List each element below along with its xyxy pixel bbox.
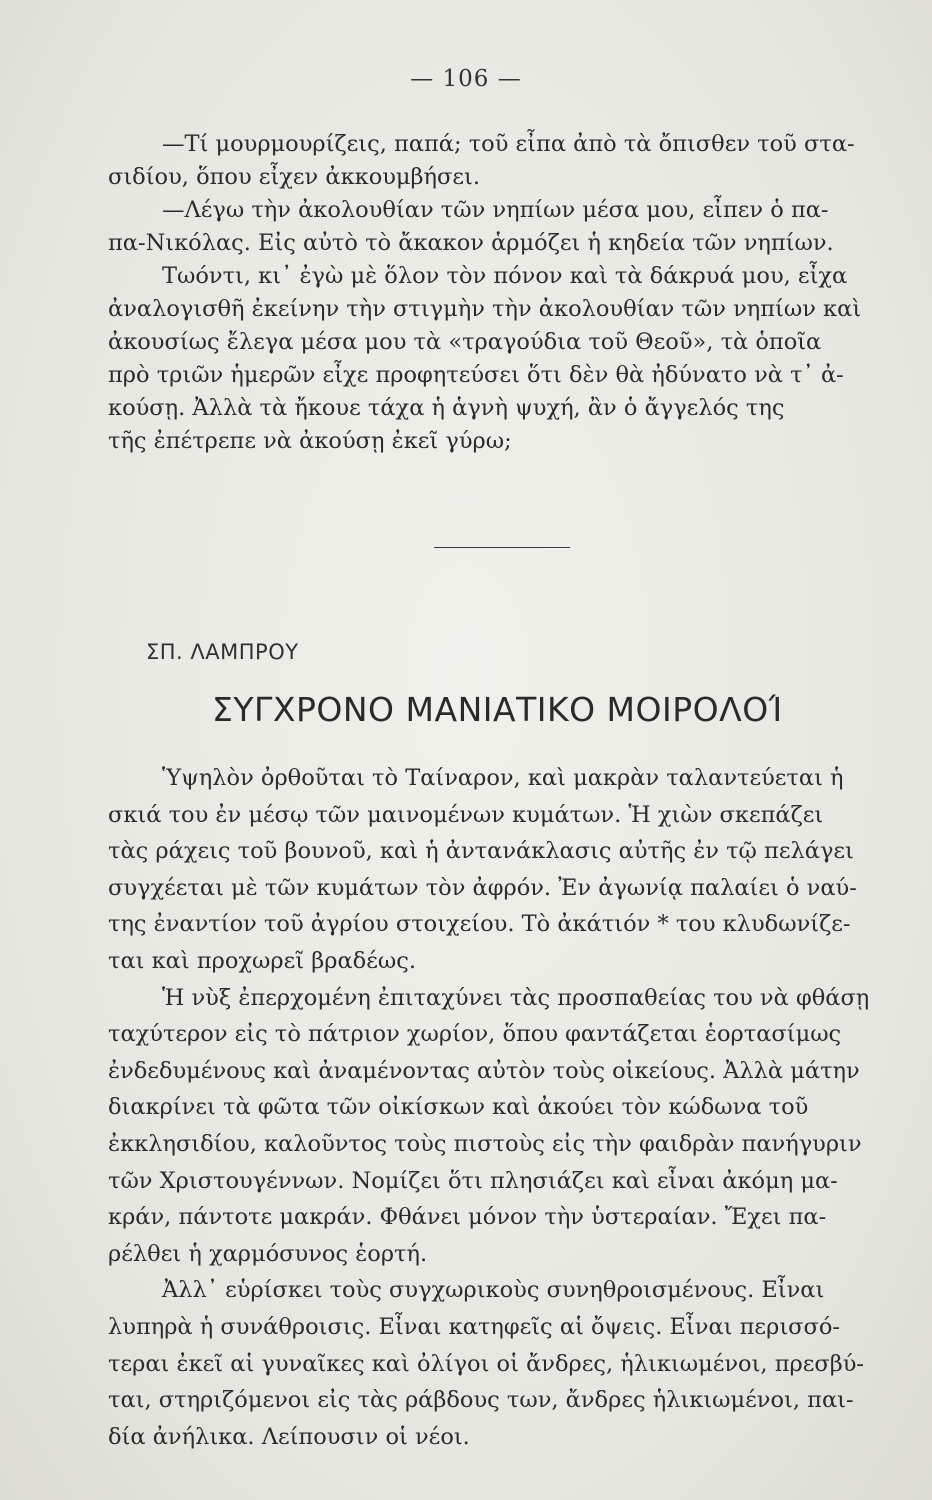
text-line: πα-Νικόλας. Εἰς αὐτὸ τὸ ἄκακον ἁρμόζει ἡ κηδεία τῶν νηπίων. — [108, 230, 834, 256]
text-line: ται, στηριζόμενοι εἰς τὰς ράβδους των, ἄνδρες ἡλικιωμένοι, παι- — [108, 1387, 854, 1414]
text-line: ταχύτερον εἰς τὸ πάτριον χωρίον, ὅπου φαντάζεται ἑορτασίμως — [108, 1021, 842, 1048]
text-line: ρέλθει ἡ χαρμόσυνος ἑορτή. — [108, 1240, 428, 1267]
section-divider — [434, 547, 570, 548]
text-line: ἐκκλησιδίου, καλοῦντος τοὺς πιστοὺς εἰς τὴν φαιδρὰν πανήγυριν — [108, 1130, 862, 1157]
text-line: —Τί μουρμουρίζεις, παπά; τοῦ εἶπα ἀπὸ τὰ ὄπισθεν τοῦ στα- — [162, 131, 855, 157]
text-line: της ἐναντίον τοῦ ἀγρίου στοιχείου. Τὸ ἀκάτιόν * του κλυδωνίζε- — [108, 911, 851, 938]
text-line: κράν, πάντοτε μακράν. Φθάνει μόνον τὴν ὑστεραίαν. Ἔχει πα- — [108, 1204, 827, 1231]
text-line: σκιά του ἐν μέσῳ τῶν μαινομένων κυμάτων. Ἡ χιὼν σκεπάζει — [108, 801, 824, 828]
text-line: διακρίνει τὰ φῶτα τῶν οἰκίσκων καὶ ἀκούει τὸν κώδωνα τοῦ — [108, 1094, 809, 1121]
text-line: τῶν Χριστουγέννων. Νομίζει ὅτι πλησιάζει καὶ εἶναι ἀκόμη μα- — [108, 1167, 838, 1194]
text-line: ἀναλογισθῆ ἐκείνην τὴν στιγμὴν τὴν ἀκολουθίαν τῶν νηπίων καὶ — [108, 296, 862, 322]
text-line: ἐνδεδυμένους καὶ ἀναμένοντας αὐτὸν τοὺς οἰκείους. Ἀλλὰ μάτην — [108, 1057, 860, 1084]
text-line: δία ἀνήλικα. Λείπουσιν οἱ νέοι. — [108, 1423, 470, 1450]
text-line: Ἡ νὺξ ἐπερχομένη ἐπιταχύνει τὰς προσπαθείας του νὰ φθάσῃ — [162, 984, 870, 1011]
text-line: συγχέεται μὲ τῶν κυμάτων τὸν ἀφρόν. Ἐν ἀγωνίᾳ παλαίει ὁ ναύ- — [108, 874, 857, 901]
previous-story-ending — [108, 128, 878, 458]
text-line: πρὸ τριῶν ἡμερῶν εἶχε προφητεύσει ὅτι δὲν θὰ ἠδύνατο νὰ τ᾽ ἀ- — [108, 362, 844, 388]
text-line: λυπηρὰ ἡ συνάθροισις. Εἶναι κατηφεῖς αἱ ὄψεις. Εἶναι περισσό- — [108, 1313, 841, 1340]
text-line: Ὑψηλὸν ὀρθοῦται τὸ Ταίναρον, καὶ μακρὰν ταλαντεύεται ἡ — [162, 765, 844, 791]
page-number: — 106 — — [410, 66, 522, 92]
text-line: σιδίου, ὅπου εἶχεν ἀκκουμβήσει. — [108, 164, 481, 190]
text-line: ἀκουσίως ἔλεγα μέσα μου τὰ «τραγούδια τοῦ Θεοῦ», τὰ ὁποῖα — [108, 329, 822, 355]
text-line: —Λέγω τὴν ἀκολουθίαν τῶν νηπίων μέσα μου, εἶπεν ὁ πα- — [162, 197, 829, 223]
article-author: ΣΠ. ΛΑΜΠΡΟΥ — [146, 640, 299, 664]
text-line: ται καὶ προχωρεῖ βραδέως. — [108, 947, 416, 974]
text-line: τεραι ἐκεῖ αἱ γυναῖκες καὶ ὀλίγοι οἱ ἄνδρες, ἡλικιωμένοι, πρεσβύ- — [108, 1350, 865, 1377]
article-title: ΣΥΓΧΡΟΝΟ ΜΑΝΙΑΤΙΚΟ ΜΟΙΡΟΛΟΊ — [212, 690, 783, 729]
article-body — [108, 760, 878, 1455]
text-line: Ἀλλ᾽ εὑρίσκει τοὺς συγχωρικοὺς συνηθροισμένους. Εἶναι — [162, 1277, 825, 1304]
text-line: τὰς ράχεις τοῦ βουνοῦ, καὶ ἡ ἀντανάκλασις αὐτῆς ἐν τῷ πελάγει — [108, 838, 854, 865]
text-line: Τωόντι, κι᾽ ἐγὼ μὲ ὅλον τὸν πόνον καὶ τὰ δάκρυά μου, εἶχα — [162, 263, 848, 289]
text-line: τῆς ἐπέτρεπε νὰ ἀκούσῃ ἐκεῖ γύρω; — [108, 428, 512, 454]
text-line: κούσῃ. Ἀλλὰ τὰ ἤκουε τάχα ἡ ἁγνὴ ψυχή, ἂν ὁ ἄγγελός της — [108, 395, 785, 421]
